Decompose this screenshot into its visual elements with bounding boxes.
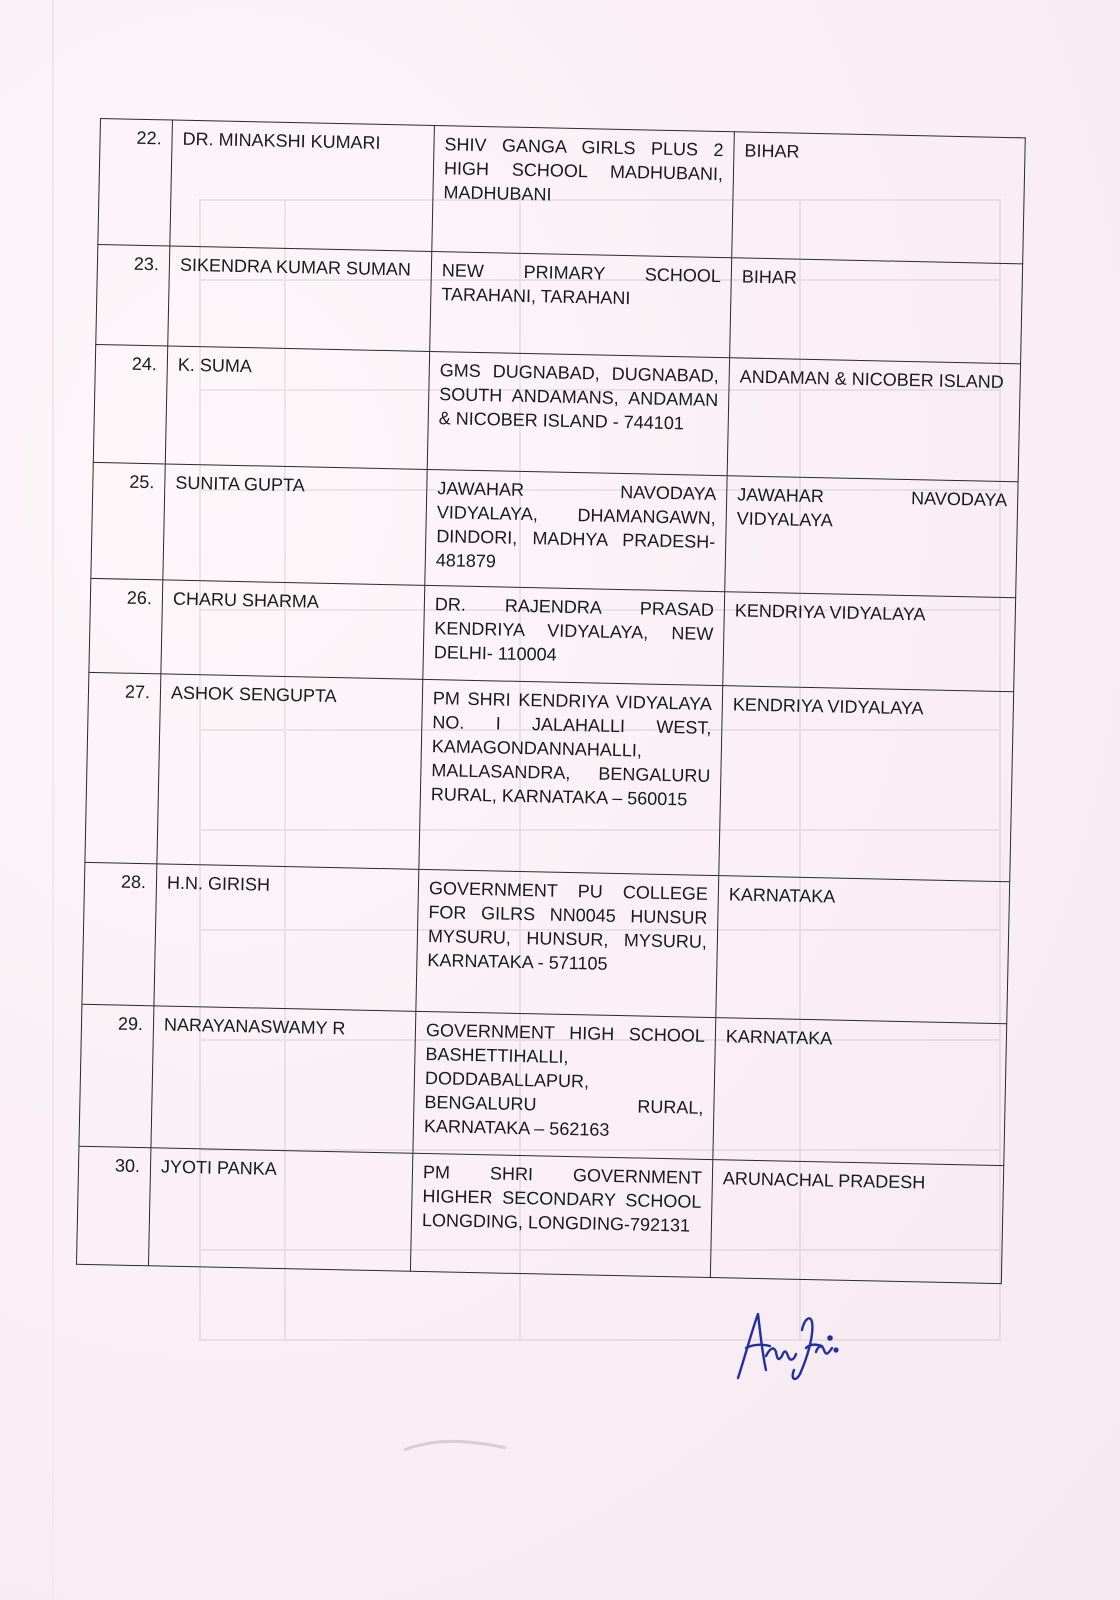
row-number: 26. — [89, 578, 163, 673]
table-row — [79, 1004, 1007, 1165]
school-address: GMS DUGNABAD, DUGNABAD, SOUTH ANDAMANS, ANDAMAN & NICOBER ISLAND - 744101 — [427, 351, 729, 475]
state-or-organisation: ANDAMAN & NICOBER ISLAND — [727, 358, 1020, 482]
teacher-name: JYOTI PANKA — [148, 1148, 412, 1271]
table-row — [91, 462, 1018, 597]
row-number: 25. — [91, 462, 165, 579]
school-address: DR. RAJENDRA PRASAD KENDRIYA VIDYALAYA, NEW DELHI- 110004 — [423, 585, 725, 685]
row-number: 23. — [96, 244, 170, 345]
row-number: 28. — [82, 862, 157, 1005]
state-or-organisation: KARNATAKA — [713, 1018, 1007, 1166]
state-or-organisation: ARUNACHAL PRADESH — [710, 1160, 1003, 1284]
row-number: 24. — [93, 344, 167, 463]
teacher-name: CHARU SHARMA — [161, 580, 425, 679]
teacher-name: SIKENDRA KUMAR SUMAN — [168, 246, 432, 351]
table-row — [82, 862, 1010, 1023]
teacher-name: NARAYANASWAMY R — [151, 1006, 416, 1153]
state-or-organisation: KARNATAKA — [716, 876, 1010, 1024]
scan-edge-shadow — [52, 0, 54, 1600]
teacher-name: DR. MINAKSHI KUMARI — [170, 120, 435, 251]
school-address: NEW PRIMARY SCHOOL TARAHANI, TARAHANI — [430, 251, 732, 357]
nominee-table — [76, 118, 1026, 1284]
state-or-organisation: KENDRIYA VIDYALAYA — [719, 686, 1014, 882]
row-number: 30. — [76, 1146, 150, 1265]
school-address: SHIV GANGA GIRLS PLUS 2 HIGH SCHOOL MADHUBANI, MADHUBANI — [432, 126, 735, 258]
school-address: GOVERNMENT PU COLLEGE FOR GILRS NN0045 HUNSUR MYSURU, HUNSUR, MYSURU, KARNATAKA - 571105 — [416, 869, 719, 1017]
teacher-name: ASHOK SENGUPTA — [157, 674, 423, 869]
teacher-name: H.N. GIRISH — [154, 864, 419, 1011]
table-row — [93, 344, 1020, 481]
handwritten-signature — [730, 1300, 840, 1390]
state-or-organisation: BIHAR — [732, 132, 1026, 264]
nominee-table-sheet — [76, 118, 1025, 1284]
row-number: 22. — [98, 119, 173, 246]
school-address: PM SHRI GOVERNMENT HIGHER SECONDARY SCHOOL LONGDING, LONGDING-792131 — [410, 1153, 712, 1277]
teacher-name: K. SUMA — [165, 346, 429, 469]
school-address: GOVERNMENT HIGH SCHOOL BASHETTIHALLI, DODDABALLAPUR, BENGALURU RURAL, KARNATAKA – 562163 — [413, 1011, 716, 1159]
row-number: 29. — [79, 1004, 154, 1147]
table-row — [76, 1146, 1003, 1283]
table-row — [96, 244, 1023, 363]
teacher-name: SUNITA GUPTA — [163, 464, 427, 585]
state-or-organisation: KENDRIYA VIDYALAYA — [723, 592, 1016, 692]
state-or-organisation: BIHAR — [730, 258, 1023, 364]
state-or-organisation: JAWAHAR NAVODAYA VIDYALAYA — [725, 476, 1018, 598]
table-row — [98, 119, 1025, 264]
table-row — [85, 672, 1014, 881]
school-address: JAWAHAR NAVODAYA VIDYALAYA, DHAMANGAWN, DINDORI, MADHYA PRADESH- 481879 — [425, 469, 727, 591]
faint-smudge — [400, 1430, 510, 1460]
school-address: PM SHRI KENDRIYA VIDYALAYA NO. I JALAHALLI WEST, KAMAGONDANNAHALLI, MALLASANDRA, BENGALURU RURAL, KARNATAKA – 560015 — [419, 679, 723, 875]
row-number: 27. — [85, 672, 161, 863]
